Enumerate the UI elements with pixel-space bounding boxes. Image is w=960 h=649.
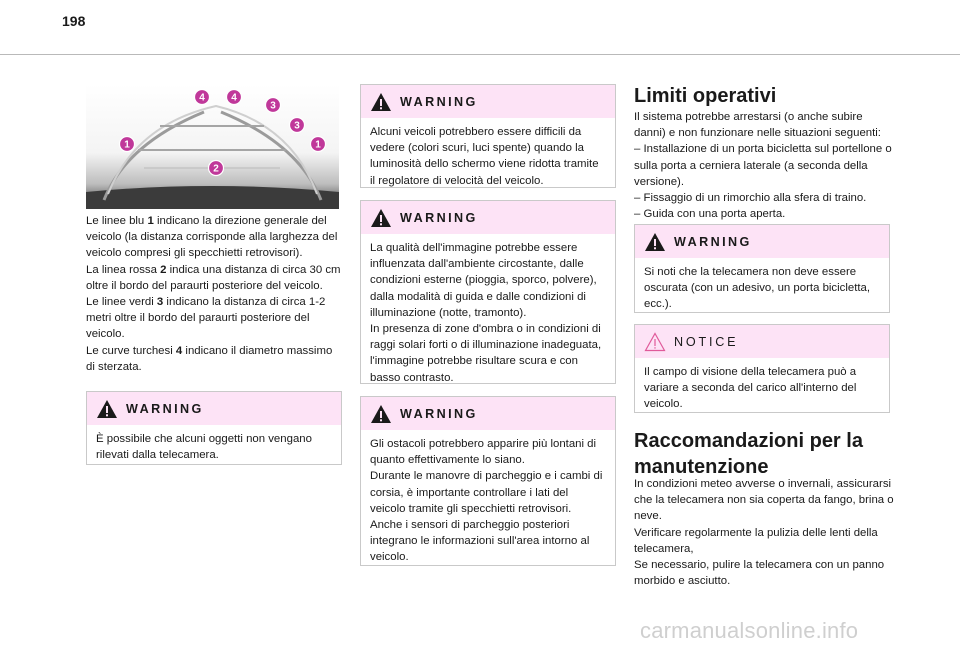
warning-box-undetected-objects [86, 391, 342, 465]
list-item: – Fissaggio di un rimorchio alla sfera di traino. [634, 192, 867, 205]
warning-box-camera-obscured [634, 224, 890, 313]
notice-header [635, 325, 889, 358]
heading-maintenance-line1: Raccomandazioni per la [634, 430, 863, 452]
camera-guidelines-figure [86, 84, 339, 209]
warning-title: WARNING [400, 210, 478, 225]
warning-icon [644, 232, 666, 252]
maintenance-para: Verificare regolarmente la pulizia delle lenti della telecamera, [634, 526, 878, 555]
para-turquoise-curves: Le curve turchesi 4 indicano il diametro massimo di sterzata. [86, 344, 333, 373]
warning-body [361, 430, 615, 574]
warning-box-obstacles [360, 396, 616, 566]
callout-4-right-label: 4 [231, 92, 237, 104]
heading-operating-limits: Limiti operativi [634, 85, 777, 107]
warning-header [635, 225, 889, 258]
site-watermark: carmanualsonline.info [640, 618, 859, 643]
warning-body: È possibile che alcuni oggetti non vengano rilevati dalla telecamera. [96, 433, 312, 462]
notice-title: NOTICE [674, 334, 739, 349]
warning-body [361, 234, 615, 394]
operating-limits-text [634, 109, 894, 222]
warning-title: WARNING [400, 94, 478, 109]
heading-maintenance-line2: manutenzione [634, 456, 769, 478]
warning-icon [96, 399, 118, 419]
para-green-lines: Le linee verdi 3 indicano la distanza di circa 1-2 metri oltre il bordo del paraurti posteriore del veicolo. [86, 296, 326, 341]
callout-3-lower-label: 3 [294, 120, 300, 132]
warning-header [87, 392, 341, 425]
figure-callouts [86, 84, 339, 209]
notice-body: Il campo di visione della telecamera può a variare a seconda del carico all'interno del veicolo. [644, 366, 857, 411]
operating-limits-intro: Il sistema potrebbe arrestarsi (o anche subire danni) e non funzionare nelle situazioni seguenti: [634, 111, 881, 140]
warning-body: Alcuni veicoli potrebbero essere difficili da vedere (colori scuri, luci spente) quando la luminosità dello schermo viene ridotta tramite il regolatore di velocità del veicolo. [370, 126, 599, 187]
page-number: 198 [62, 13, 86, 29]
warning-box-dark-vehicles [360, 84, 616, 188]
callout-4-left-label: 4 [199, 92, 205, 104]
warning-body-para: Gli ostacoli potrebbero apparire più lontani di quanto effettivamente lo siano. [370, 438, 597, 467]
warning-body-para: La qualità dell'immagine potrebbe essere influenzata dall'ambiente circostante, dalle condizioni esterne (pioggia, sporco, polvere), dalla modalità di guida e dalle condizioni di illuminazione (notte, tramonto). [370, 242, 597, 319]
warning-body-para: In presenza di zone d'ombra o in condizioni di raggi solari forti o di illuminazione inadeguata, l'immagine potrebbe risultare scura e con basso contrasto. [370, 323, 602, 384]
para-red-line: La linea rossa 2 indica una distanza di circa 30 cm oltre il bordo del paraurti posteriore del veicolo. [86, 263, 341, 292]
maintenance-text [634, 476, 894, 589]
callout-1-left-label: 1 [124, 139, 130, 151]
callout-2-label: 2 [213, 163, 219, 175]
warning-box-image-quality [360, 200, 616, 384]
para-blue-lines: Le linee blu 1 indicano la direzione generale del veicolo (la distanza corrisponde alla larghezza del veicolo compresi gli specchietti retrovisori). [86, 215, 338, 260]
warning-body: Si noti che la telecamera non deve essere oscurata (con un adesivo, un porta bicicletta, ecc.). [644, 266, 871, 311]
maintenance-para: In condizioni meteo avverse o invernali, assicurarsi che la telecamera non sia coperta da fango, brina o neve. [634, 478, 894, 523]
callout-1-right-label: 1 [315, 139, 321, 151]
warning-icon [370, 404, 392, 424]
maintenance-para: Se necessario, pulire la telecamera con un panno morbido e asciutto. [634, 559, 885, 588]
notice-icon [644, 332, 666, 352]
guideline-description [86, 213, 344, 375]
warning-body-para: Anche i sensori di parcheggio posteriori integrano le informazioni sull'area intorno al veicolo. [370, 519, 590, 564]
warning-title: WARNING [126, 401, 204, 416]
header-rule [0, 54, 960, 55]
warning-header [361, 85, 615, 118]
heading-maintenance [634, 428, 863, 480]
warning-title: WARNING [400, 406, 478, 421]
warning-header [361, 397, 615, 430]
notice-box-field-of-view [634, 324, 890, 413]
warning-body-para: Durante le manovre di parcheggio e i cambi di corsia, è importante controllare i lati del veicolo tramite gli specchietti retrovisori. [370, 470, 603, 515]
list-item: – Guida con una porta aperta. [634, 208, 786, 221]
warning-icon [370, 208, 392, 228]
callout-3-top-label: 3 [270, 100, 276, 112]
warning-header [361, 201, 615, 234]
warning-title: WARNING [674, 234, 752, 249]
list-item: – Installazione di un porta bicicletta sul portellone o sulla porta a cerniera laterale (a seconda della versione). [634, 143, 892, 188]
warning-icon [370, 92, 392, 112]
